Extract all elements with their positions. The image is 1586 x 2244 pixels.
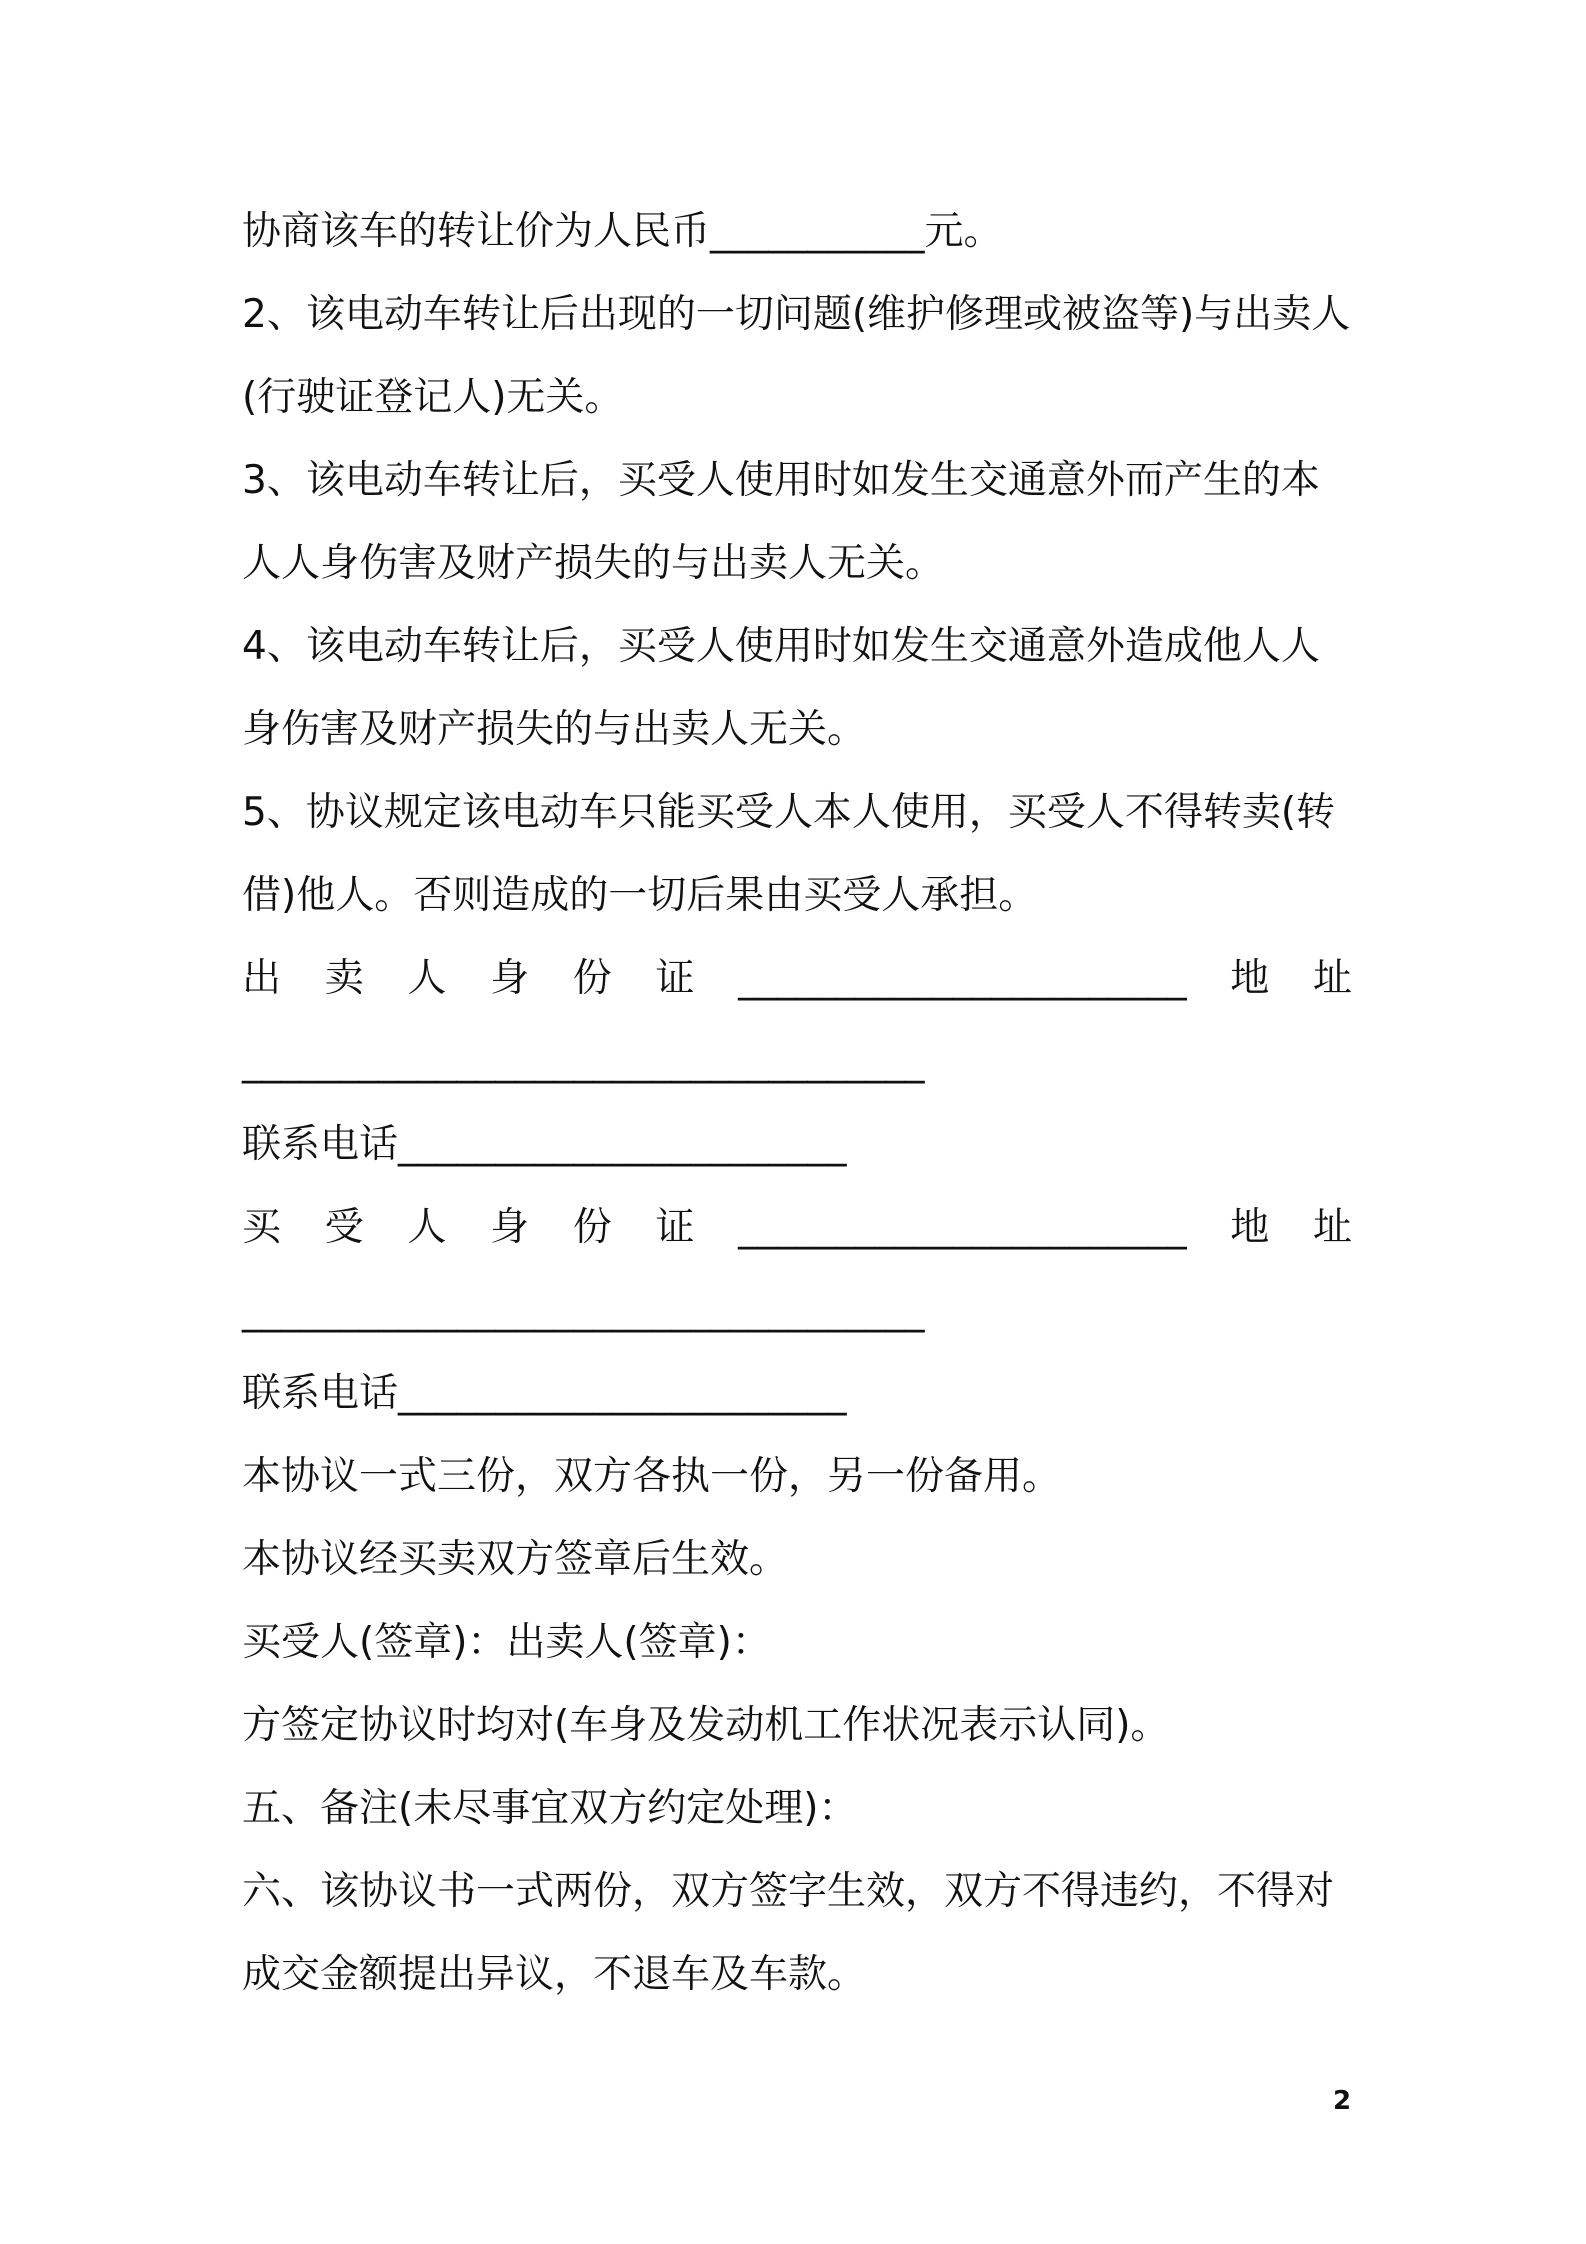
seller-id-char: 人 [407, 956, 447, 1001]
paragraph-clause-5: 5、协议规定该电动车只能买受人本人使用，买受人不得转卖(转借)他人。否则造成的一切后果由买受人承担。 [242, 790, 1336, 918]
seller-address-char: 地 [1230, 956, 1270, 1001]
closing-copies: 本协议一式三份，双方各执一份，另一份备用。 [242, 1454, 1062, 1499]
seller-id-blank: _______________________ [738, 956, 1187, 1001]
seller-address-blank: ___________________________________ [242, 1039, 925, 1084]
paragraph-clause-4: 4、该电动车转让后，买受人使用时如发生交通意外造成他人人身伤害及财产损失的与出卖人无关。 [242, 624, 1320, 752]
closing-remarks: 五、备注(未尽事宜双方约定处理)： [242, 1786, 858, 1831]
paragraph-clause-2: 2、该电动车转让后出现的一切问题(维护修理或被盗等)与出卖人(行驶证登记人)无关。 [242, 292, 1351, 420]
closing-signatures: 买受人(签章)：出卖人(签章)： [242, 1620, 771, 1665]
buyer-id-char: 买 [242, 1205, 282, 1250]
buyer-id-line [242, 1186, 1352, 1269]
seller-id-char: 卖 [324, 956, 364, 1001]
seller-address-char: 址 [1312, 956, 1352, 1001]
buyer-address-char: 址 [1312, 1205, 1352, 1250]
buyer-id-char: 人 [407, 1205, 447, 1250]
paragraph-price: 协商该车的转让价为人民币___________元。 [242, 209, 1003, 254]
document-body [242, 190, 1352, 2016]
buyer-id-char: 受 [324, 1205, 364, 1250]
seller-phone-line: 联系电话_______________________ [242, 1122, 847, 1167]
buyer-id-blank: _______________________ [738, 1205, 1187, 1250]
closing-effective: 本协议经买卖双方签章后生效。 [242, 1537, 789, 1582]
buyer-address-blank: ___________________________________ [242, 1288, 925, 1333]
buyer-id-char: 证 [655, 1205, 695, 1250]
page-number: 2 [1333, 2086, 1352, 2116]
seller-id-char: 身 [490, 956, 530, 1001]
closing-clause-6: 六、该协议书一式两份，双方签字生效，双方不得违约，不得对成交金额提出异议，不退车及车款。 [242, 1869, 1335, 1997]
seller-id-char: 证 [655, 956, 695, 1001]
buyer-id-char: 身 [490, 1205, 530, 1250]
seller-id-char: 出 [242, 956, 282, 1001]
closing-acknowledgement: 方签定协议时均对(车身及发动机工作状况表示认同)。 [242, 1703, 1170, 1748]
buyer-address-char: 地 [1230, 1205, 1270, 1250]
buyer-phone-line: 联系电话_______________________ [242, 1371, 847, 1416]
seller-id-char: 份 [572, 956, 612, 1001]
buyer-id-char: 份 [572, 1205, 612, 1250]
seller-id-line [242, 937, 1352, 1020]
paragraph-clause-3: 3、该电动车转让后，买受人使用时如发生交通意外而产生的本人人身伤害及财产损失的与出卖人无关。 [242, 458, 1320, 586]
